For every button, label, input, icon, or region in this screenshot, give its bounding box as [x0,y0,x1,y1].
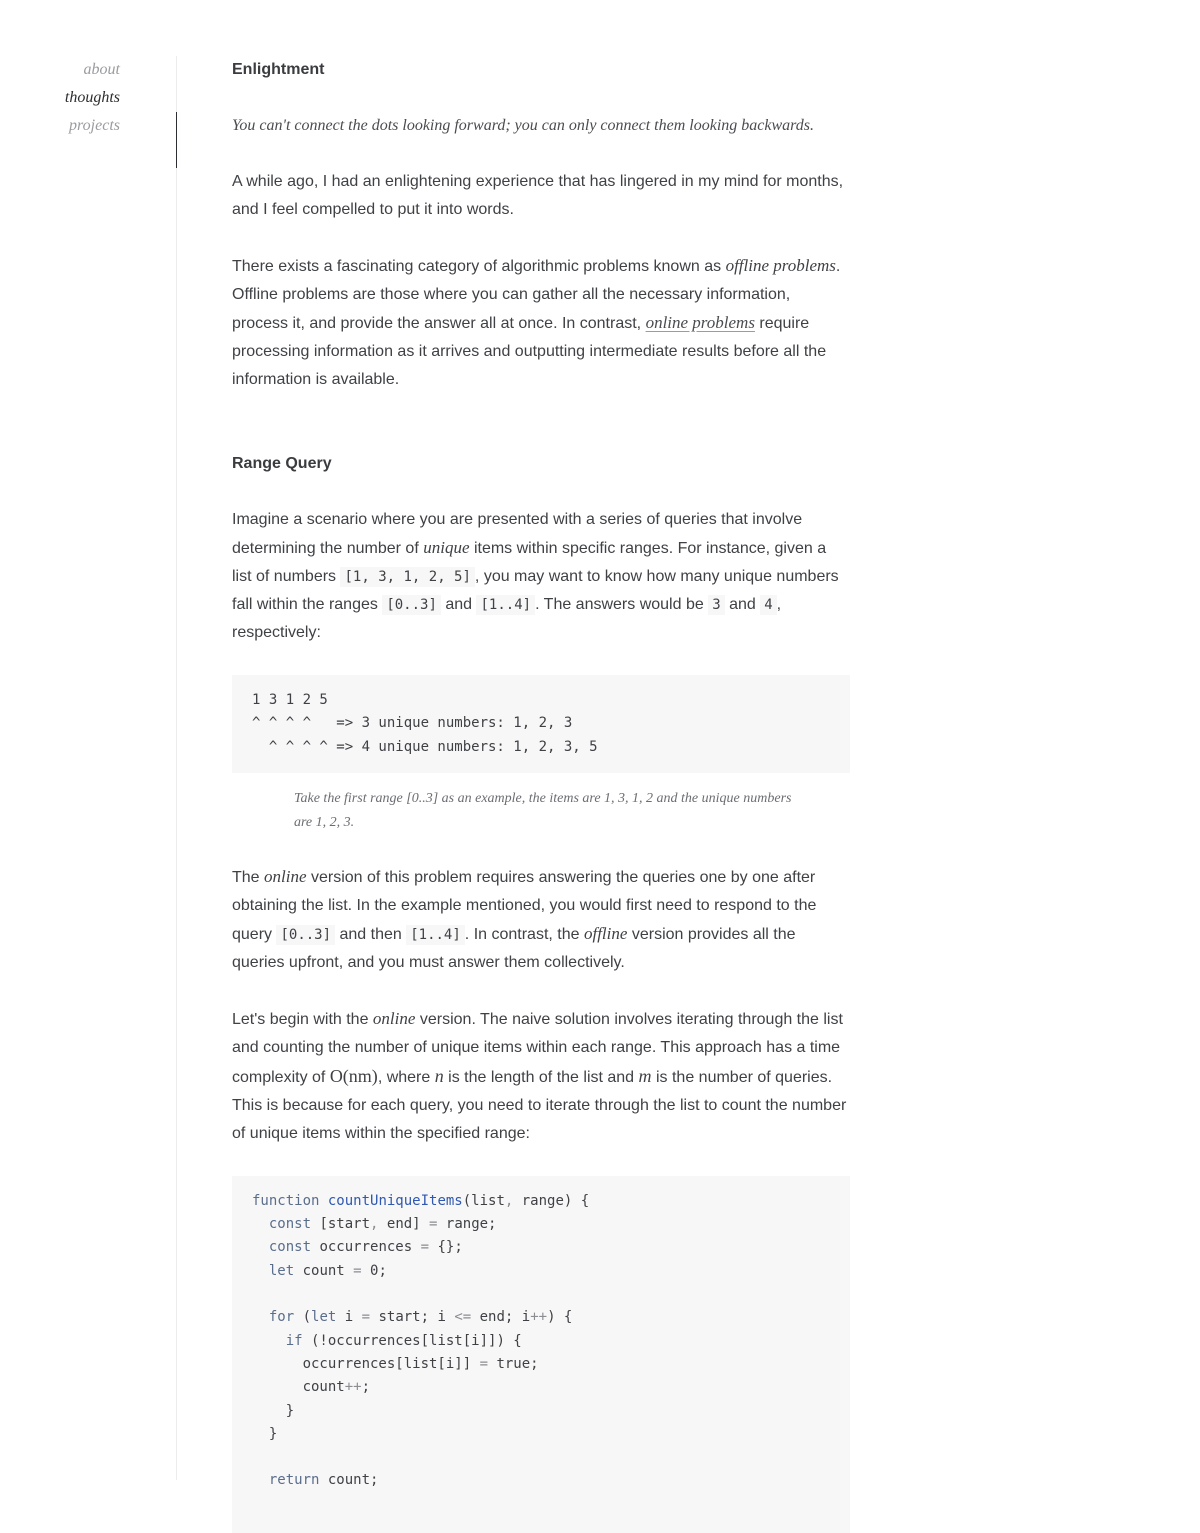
article [232,56,850,1533]
text-span: is the number of queries. This is because for each query, you need to iterate through the list to count the number of unique items within the specified range: [232,1068,847,1142]
site-nav [0,56,177,1480]
intro-paragraph: A while ago, I had an enlightening experience that has lingered in my mind for months, and I feel compelled to put it into words. [232,173,844,218]
inline-code-range-2: [1..4] [476,595,535,615]
code-line: occurrences[list[i]] = true; [252,1355,539,1372]
term-unique: unique [423,538,470,557]
text-span: version. The naive solution involves iterating through the list and counting the number of unique items within each range. This approach has a time complexity of [232,1010,843,1086]
example-caption: Take the first range [0..3] as an example, the items are 1, 3, 1, 2 and the unique numbers are 1, 2, 3. [294,790,792,830]
text-span: , respectively: [232,596,782,641]
epigraph-quote: You can't connect the dots looking forward; you can only connect them looking backwards. [232,117,814,134]
math-n: n [434,1065,444,1086]
text-span: Imagine a scenario where you are presented with a series of queries that involve determining the number of [232,511,803,557]
term-online: online [264,866,307,886]
code-line: function countUniqueItems(list, range) { [252,1192,590,1209]
text-span: and [724,596,761,613]
math-complexity: O(nm) [329,1065,378,1086]
text-span: version of this problem requires answering the queries one by one after obtaining the list. In the example mentioned, you would first need to respond to the query [232,868,817,943]
term-online: online [372,1008,416,1028]
inline-code-range-2: [1..4] [406,925,465,945]
nav-link-about[interactable]: about [83,61,120,78]
text-span: , you may want to know how many unique numbers fall within the ranges [232,568,839,613]
inline-code-range-1: [0..3] [276,925,335,945]
text-span: There exists a fascinating category of algorithmic problems known as [232,258,726,275]
math-m: m [638,1065,652,1086]
inline-code-list: [1, 3, 1, 2, 5] [340,567,474,587]
term-offline-problems: offline problems [725,256,836,275]
example-line-1: 1 3 1 2 5 [252,692,328,708]
example-line-2: ^ ^ ^ ^ => 3 unique numbers: 1, 2, 3 [252,715,573,732]
nav-link-thoughts[interactable]: thoughts [64,89,120,106]
code-line: count++; [252,1379,371,1396]
example-code-block [232,675,850,773]
text-span: The [232,868,265,886]
inline-code-answer-2: 4 [760,595,776,615]
text-span: Let's begin with the [232,1010,373,1028]
text-span: . In contrast, the [464,925,584,943]
naive-solution-paragraph [232,1005,850,1148]
article-title: Enlightment [232,61,325,78]
online-version-paragraph [232,863,850,977]
example-line-3: ^ ^ ^ ^ => 4 unique numbers: 1, 2, 3, 5 [252,738,598,755]
code-line: const [start, end] = range; [268,1216,497,1233]
text-span: , where [377,1068,435,1086]
link-online-problems[interactable]: online problems [645,313,755,332]
nav-link-projects[interactable]: projects [69,117,120,134]
code-line: } [252,1402,295,1419]
code-line: return count; [268,1472,379,1489]
offline-online-paragraph [232,252,850,394]
inline-code-answer-1: 3 [708,595,724,615]
range-query-paragraph [232,506,850,647]
code-line: let count = 0; [268,1262,387,1279]
nav-active-indicator [176,112,177,168]
inline-code-range-1: [0..3] [382,595,441,615]
code-line: const occurrences = {}; [268,1239,463,1256]
section-title-range-query: Range Query [232,455,332,472]
code-line: } [252,1425,278,1442]
text-span: items within specific ranges. For instance, given a list of numbers [232,540,827,585]
count-unique-items-code-block [232,1176,850,1533]
text-span: and [440,596,477,613]
text-span: . Offline problems are those where you can gather all the necessary information, process it, and provide the answer all at once. In contrast, [232,258,841,332]
code-line: if (!occurrences[list[i]]) { [285,1332,522,1349]
text-span: and then [335,925,407,943]
text-span: version provides all the queries upfront, and you must answer them collectively. [232,925,796,971]
text-span: require processing information as it arrives and outputting intermediate results before all the information is available. [232,315,827,388]
text-span: is the length of the list and [443,1068,639,1086]
code-line: for (let i = start; i <= end; i++) { [268,1309,573,1326]
text-span: . The answers would be [535,596,709,613]
term-offline: offline [583,923,628,943]
